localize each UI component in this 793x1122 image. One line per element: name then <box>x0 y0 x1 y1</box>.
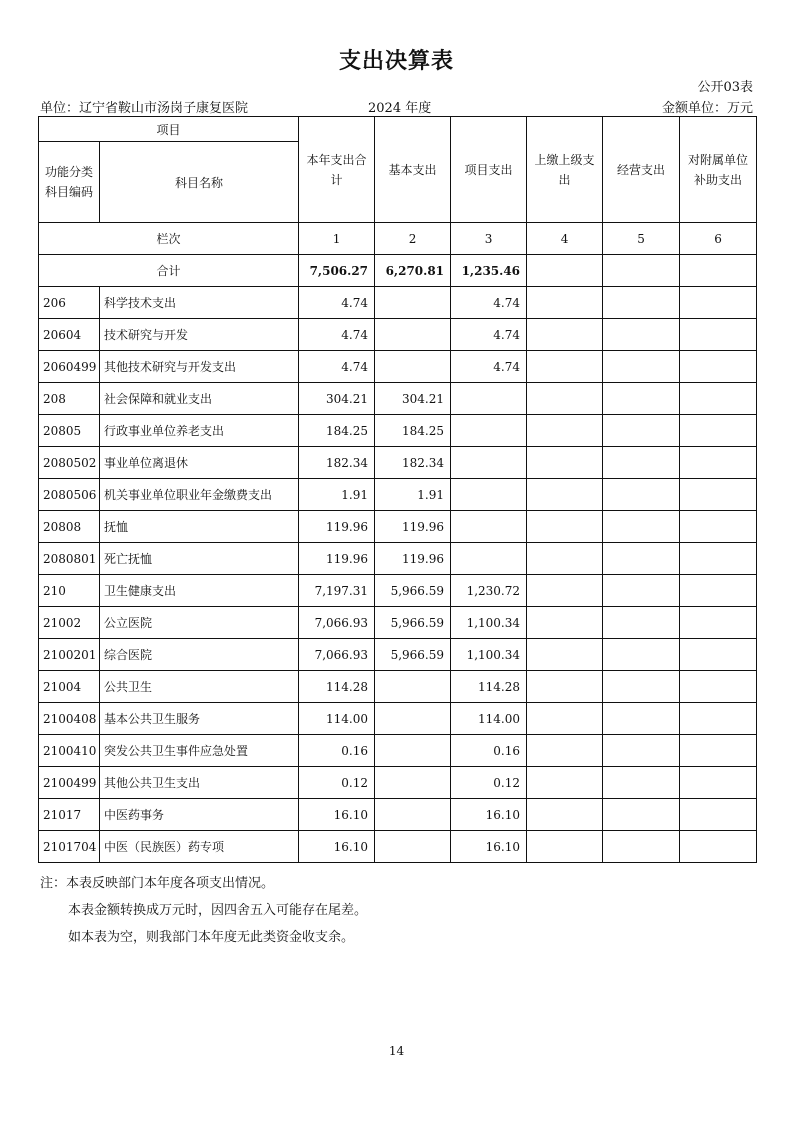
row-value <box>603 735 680 767</box>
row-value: 16.10 <box>451 831 527 863</box>
row-value <box>527 479 603 511</box>
row-value <box>527 383 603 415</box>
expenditure-table <box>38 116 757 863</box>
row-value: 16.10 <box>299 831 375 863</box>
table-row <box>39 735 757 767</box>
header-basic-expenditure: 基本支出 <box>375 117 451 223</box>
table-row <box>39 383 757 415</box>
row-value <box>680 447 757 479</box>
row-value <box>527 319 603 351</box>
total-cell: 7,506.27 <box>299 255 375 287</box>
row-value: 119.96 <box>299 543 375 575</box>
row-value <box>527 799 603 831</box>
year-label: 2024 年度 <box>368 101 432 116</box>
row-value <box>603 479 680 511</box>
column-number: 1 <box>299 223 375 255</box>
page-number: 14 <box>388 1044 405 1058</box>
row-value <box>680 351 757 383</box>
row-name: 其他技术研究与开发支出 <box>100 351 299 383</box>
header-upper-payment: 上缴上级支出 <box>527 117 603 223</box>
row-value <box>603 607 680 639</box>
row-value <box>603 447 680 479</box>
row-name: 综合医院 <box>100 639 299 671</box>
table-row <box>39 511 757 543</box>
row-value <box>603 351 680 383</box>
header-item: 项目 <box>39 117 299 142</box>
row-code: 2100410 <box>39 735 100 767</box>
row-name: 技术研究与开发 <box>100 319 299 351</box>
row-value: 119.96 <box>299 511 375 543</box>
row-value: 114.00 <box>451 703 527 735</box>
total-cell <box>603 255 680 287</box>
row-value <box>680 735 757 767</box>
table-row <box>39 351 757 383</box>
row-value: 114.28 <box>451 671 527 703</box>
row-value <box>680 671 757 703</box>
row-value: 119.96 <box>375 543 451 575</box>
row-value <box>375 703 451 735</box>
row-name: 社会保障和就业支出 <box>100 383 299 415</box>
table-row <box>39 671 757 703</box>
row-code: 210 <box>39 575 100 607</box>
row-value <box>451 415 527 447</box>
table-row <box>39 639 757 671</box>
row-value: 119.96 <box>375 511 451 543</box>
table-number: 公开03表 <box>697 80 753 95</box>
table-row <box>39 479 757 511</box>
row-value <box>680 319 757 351</box>
row-value <box>680 415 757 447</box>
total-cell <box>680 255 757 287</box>
row-value <box>603 767 680 799</box>
row-value <box>451 479 527 511</box>
row-name: 机关事业单位职业年金缴费支出 <box>100 479 299 511</box>
row-value <box>527 607 603 639</box>
row-value <box>680 287 757 319</box>
table-row <box>39 543 757 575</box>
row-value <box>603 703 680 735</box>
row-code: 2080506 <box>39 479 100 511</box>
header-total-expenditure: 本年支出合计 <box>299 117 375 223</box>
row-name: 行政事业单位养老支出 <box>100 415 299 447</box>
row-value: 1.91 <box>299 479 375 511</box>
row-value <box>375 767 451 799</box>
column-number: 3 <box>451 223 527 255</box>
row-value <box>603 799 680 831</box>
table-row <box>39 415 757 447</box>
row-value: 1,230.72 <box>451 575 527 607</box>
row-value: 4.74 <box>451 319 527 351</box>
row-value: 7,197.31 <box>299 575 375 607</box>
row-code: 20604 <box>39 319 100 351</box>
row-value: 4.74 <box>299 319 375 351</box>
row-value <box>680 639 757 671</box>
row-value <box>375 799 451 831</box>
total-cell: 6,270.81 <box>375 255 451 287</box>
row-value <box>451 543 527 575</box>
row-value <box>375 319 451 351</box>
table-row <box>39 831 757 863</box>
column-number-label: 栏次 <box>39 223 299 255</box>
row-value <box>527 287 603 319</box>
row-name: 基本公共卫生服务 <box>100 703 299 735</box>
row-code: 21004 <box>39 671 100 703</box>
row-value <box>603 671 680 703</box>
row-code: 2080502 <box>39 447 100 479</box>
row-value: 0.12 <box>299 767 375 799</box>
row-value <box>680 607 757 639</box>
row-code: 206 <box>39 287 100 319</box>
table-row <box>39 575 757 607</box>
row-value <box>603 511 680 543</box>
header-name: 科目名称 <box>100 142 299 223</box>
row-value <box>527 415 603 447</box>
row-code: 20805 <box>39 415 100 447</box>
row-value <box>375 287 451 319</box>
row-value: 1,100.34 <box>451 607 527 639</box>
row-value: 184.25 <box>375 415 451 447</box>
row-value: 5,966.59 <box>375 607 451 639</box>
row-value <box>527 735 603 767</box>
row-name: 其他公共卫生支出 <box>100 767 299 799</box>
row-value <box>527 543 603 575</box>
row-value: 4.74 <box>451 287 527 319</box>
row-name: 突发公共卫生事件应急处置 <box>100 735 299 767</box>
unit-label: 单位：辽宁省鞍山市汤岗子康复医院 <box>40 101 249 116</box>
table-row <box>39 703 757 735</box>
total-cell: 1,235.46 <box>451 255 527 287</box>
row-value: 1,100.34 <box>451 639 527 671</box>
row-value: 7,066.93 <box>299 639 375 671</box>
row-code: 2100499 <box>39 767 100 799</box>
row-value <box>527 639 603 671</box>
row-value <box>375 351 451 383</box>
row-value <box>680 543 757 575</box>
row-value <box>603 383 680 415</box>
note-line: 如本表为空，则我部门本年度无此类资金收支余。 <box>68 930 355 945</box>
row-value <box>451 447 527 479</box>
row-value <box>527 351 603 383</box>
row-value <box>603 639 680 671</box>
row-value: 304.21 <box>299 383 375 415</box>
row-code: 21017 <box>39 799 100 831</box>
table-row <box>39 799 757 831</box>
table-row <box>39 767 757 799</box>
row-value: 4.74 <box>299 351 375 383</box>
table-row <box>39 607 757 639</box>
row-value: 114.00 <box>299 703 375 735</box>
header-operating-expenditure: 经营支出 <box>603 117 680 223</box>
row-value: 1.91 <box>375 479 451 511</box>
row-value <box>680 831 757 863</box>
row-value <box>527 767 603 799</box>
row-code: 21002 <box>39 607 100 639</box>
row-code: 2100201 <box>39 639 100 671</box>
row-value <box>451 383 527 415</box>
row-value: 0.16 <box>451 735 527 767</box>
note-line: 本表金额转换成万元时，因四舍五入可能存在尾差。 <box>68 903 368 918</box>
row-value: 16.10 <box>451 799 527 831</box>
row-name: 公共卫生 <box>100 671 299 703</box>
row-name: 死亡抚恤 <box>100 543 299 575</box>
row-code: 2101704 <box>39 831 100 863</box>
row-value <box>603 415 680 447</box>
row-value <box>603 287 680 319</box>
header-code: 功能分类科目编码 <box>39 142 100 223</box>
row-value: 182.34 <box>299 447 375 479</box>
row-value <box>603 575 680 607</box>
row-value <box>451 511 527 543</box>
row-value <box>375 831 451 863</box>
row-value <box>527 447 603 479</box>
row-name: 事业单位离退休 <box>100 447 299 479</box>
row-value: 4.74 <box>451 351 527 383</box>
row-value <box>527 831 603 863</box>
row-value: 4.74 <box>299 287 375 319</box>
row-value <box>680 511 757 543</box>
row-value: 114.28 <box>299 671 375 703</box>
table-row <box>39 287 757 319</box>
row-value <box>527 703 603 735</box>
table-row <box>39 447 757 479</box>
row-value: 7,066.93 <box>299 607 375 639</box>
header-project-expenditure: 项目支出 <box>451 117 527 223</box>
row-value: 184.25 <box>299 415 375 447</box>
row-value <box>527 671 603 703</box>
note-line: 注：本表反映部门本年度各项支出情况。 <box>40 876 275 891</box>
column-number: 5 <box>603 223 680 255</box>
row-value <box>375 735 451 767</box>
table-row <box>39 319 757 351</box>
row-value <box>603 319 680 351</box>
row-code: 208 <box>39 383 100 415</box>
row-code: 2100408 <box>39 703 100 735</box>
row-code: 2060499 <box>39 351 100 383</box>
total-cell <box>527 255 603 287</box>
row-code: 20808 <box>39 511 100 543</box>
row-value <box>375 671 451 703</box>
header-subsidiary-subsidy: 对附属单位补助支出 <box>680 117 757 223</box>
row-value <box>680 479 757 511</box>
row-value: 0.12 <box>451 767 527 799</box>
row-value: 5,966.59 <box>375 639 451 671</box>
row-name: 卫生健康支出 <box>100 575 299 607</box>
row-value: 5,966.59 <box>375 575 451 607</box>
row-code: 2080801 <box>39 543 100 575</box>
row-name: 公立医院 <box>100 607 299 639</box>
row-value <box>680 575 757 607</box>
page-title: 支出决算表 <box>338 49 454 74</box>
row-value <box>680 767 757 799</box>
column-number: 2 <box>375 223 451 255</box>
row-value: 182.34 <box>375 447 451 479</box>
row-value <box>527 511 603 543</box>
row-value <box>603 543 680 575</box>
row-value <box>680 383 757 415</box>
column-number: 4 <box>527 223 603 255</box>
row-name: 科学技术支出 <box>100 287 299 319</box>
total-row <box>39 255 757 287</box>
row-name: 抚恤 <box>100 511 299 543</box>
money-unit-label: 金额单位：万元 <box>661 101 753 116</box>
total-label: 合计 <box>39 255 299 287</box>
row-value <box>680 703 757 735</box>
row-name: 中医药事务 <box>100 799 299 831</box>
row-value <box>603 831 680 863</box>
row-value <box>680 799 757 831</box>
row-value: 16.10 <box>299 799 375 831</box>
row-name: 中医（民族医）药专项 <box>100 831 299 863</box>
column-number: 6 <box>680 223 757 255</box>
row-value: 304.21 <box>375 383 451 415</box>
row-value <box>527 575 603 607</box>
row-value: 0.16 <box>299 735 375 767</box>
